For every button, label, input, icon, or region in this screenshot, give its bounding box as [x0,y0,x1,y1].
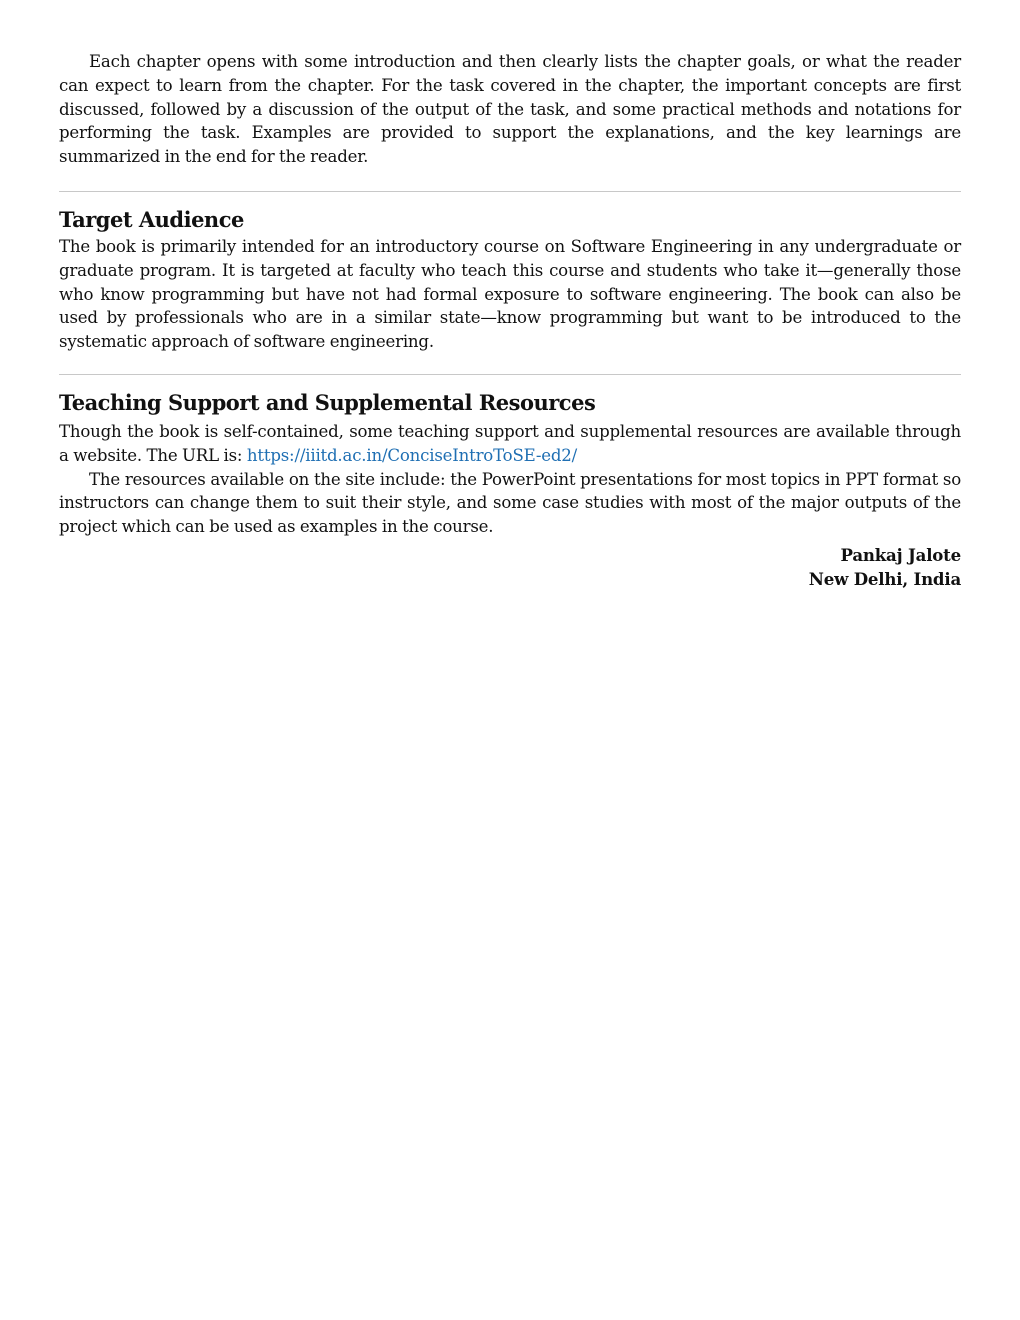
author-location: New Delhi, India [808,568,961,589]
author-signature [59,543,961,591]
intro-paragraph: Each chapter opens with some introduction and then clearly lists the chapter goals, or what the reader can expect to learn from the chapter. For the task covered in the chapter, the important concepts are first discussed, followed by a discussion of the output of the task, and some practical methods and notations for performing the task. Examples are provided to support the explanations, and the key learnings are summarized in the end for the reader. [59,52,961,167]
document-page [59,50,961,591]
section-divider [59,191,961,192]
teaching-support-heading: Teaching Support and Supplemental Resources [59,389,596,415]
author-name: Pankaj Jalote [840,544,961,565]
target-audience-paragraph: The book is primarily intended for an introductory course on Software Engineering in any undergraduate or graduate program. It is targeted at faculty who teach this course and students who take it—generally those who know programming but have not had formal exposure to software engineering. The book can also be used by professionals who are in a similar state—know programming but want to be introduced to the systematic approach of software engineering. [59,236,961,352]
section-divider [59,374,961,375]
resources-paragraph: The resources available on the site include: the PowerPoint presentations for most topics in PPT format so instructors can change them to suit their style, and some case studies with most of the major outputs of the project which can be used as examples in the course. [59,469,961,537]
teaching-support-paragraph [59,420,961,468]
resources-url-link[interactable]: https://iiitd.ac.in/ConciseIntroToSE-ed2/ [246,445,578,465]
target-audience-heading: Target Audience [59,206,244,232]
teaching-support-text: Though the book is self-contained, some teaching support and supplemental resources are available through a website. The URL is: [59,421,961,465]
